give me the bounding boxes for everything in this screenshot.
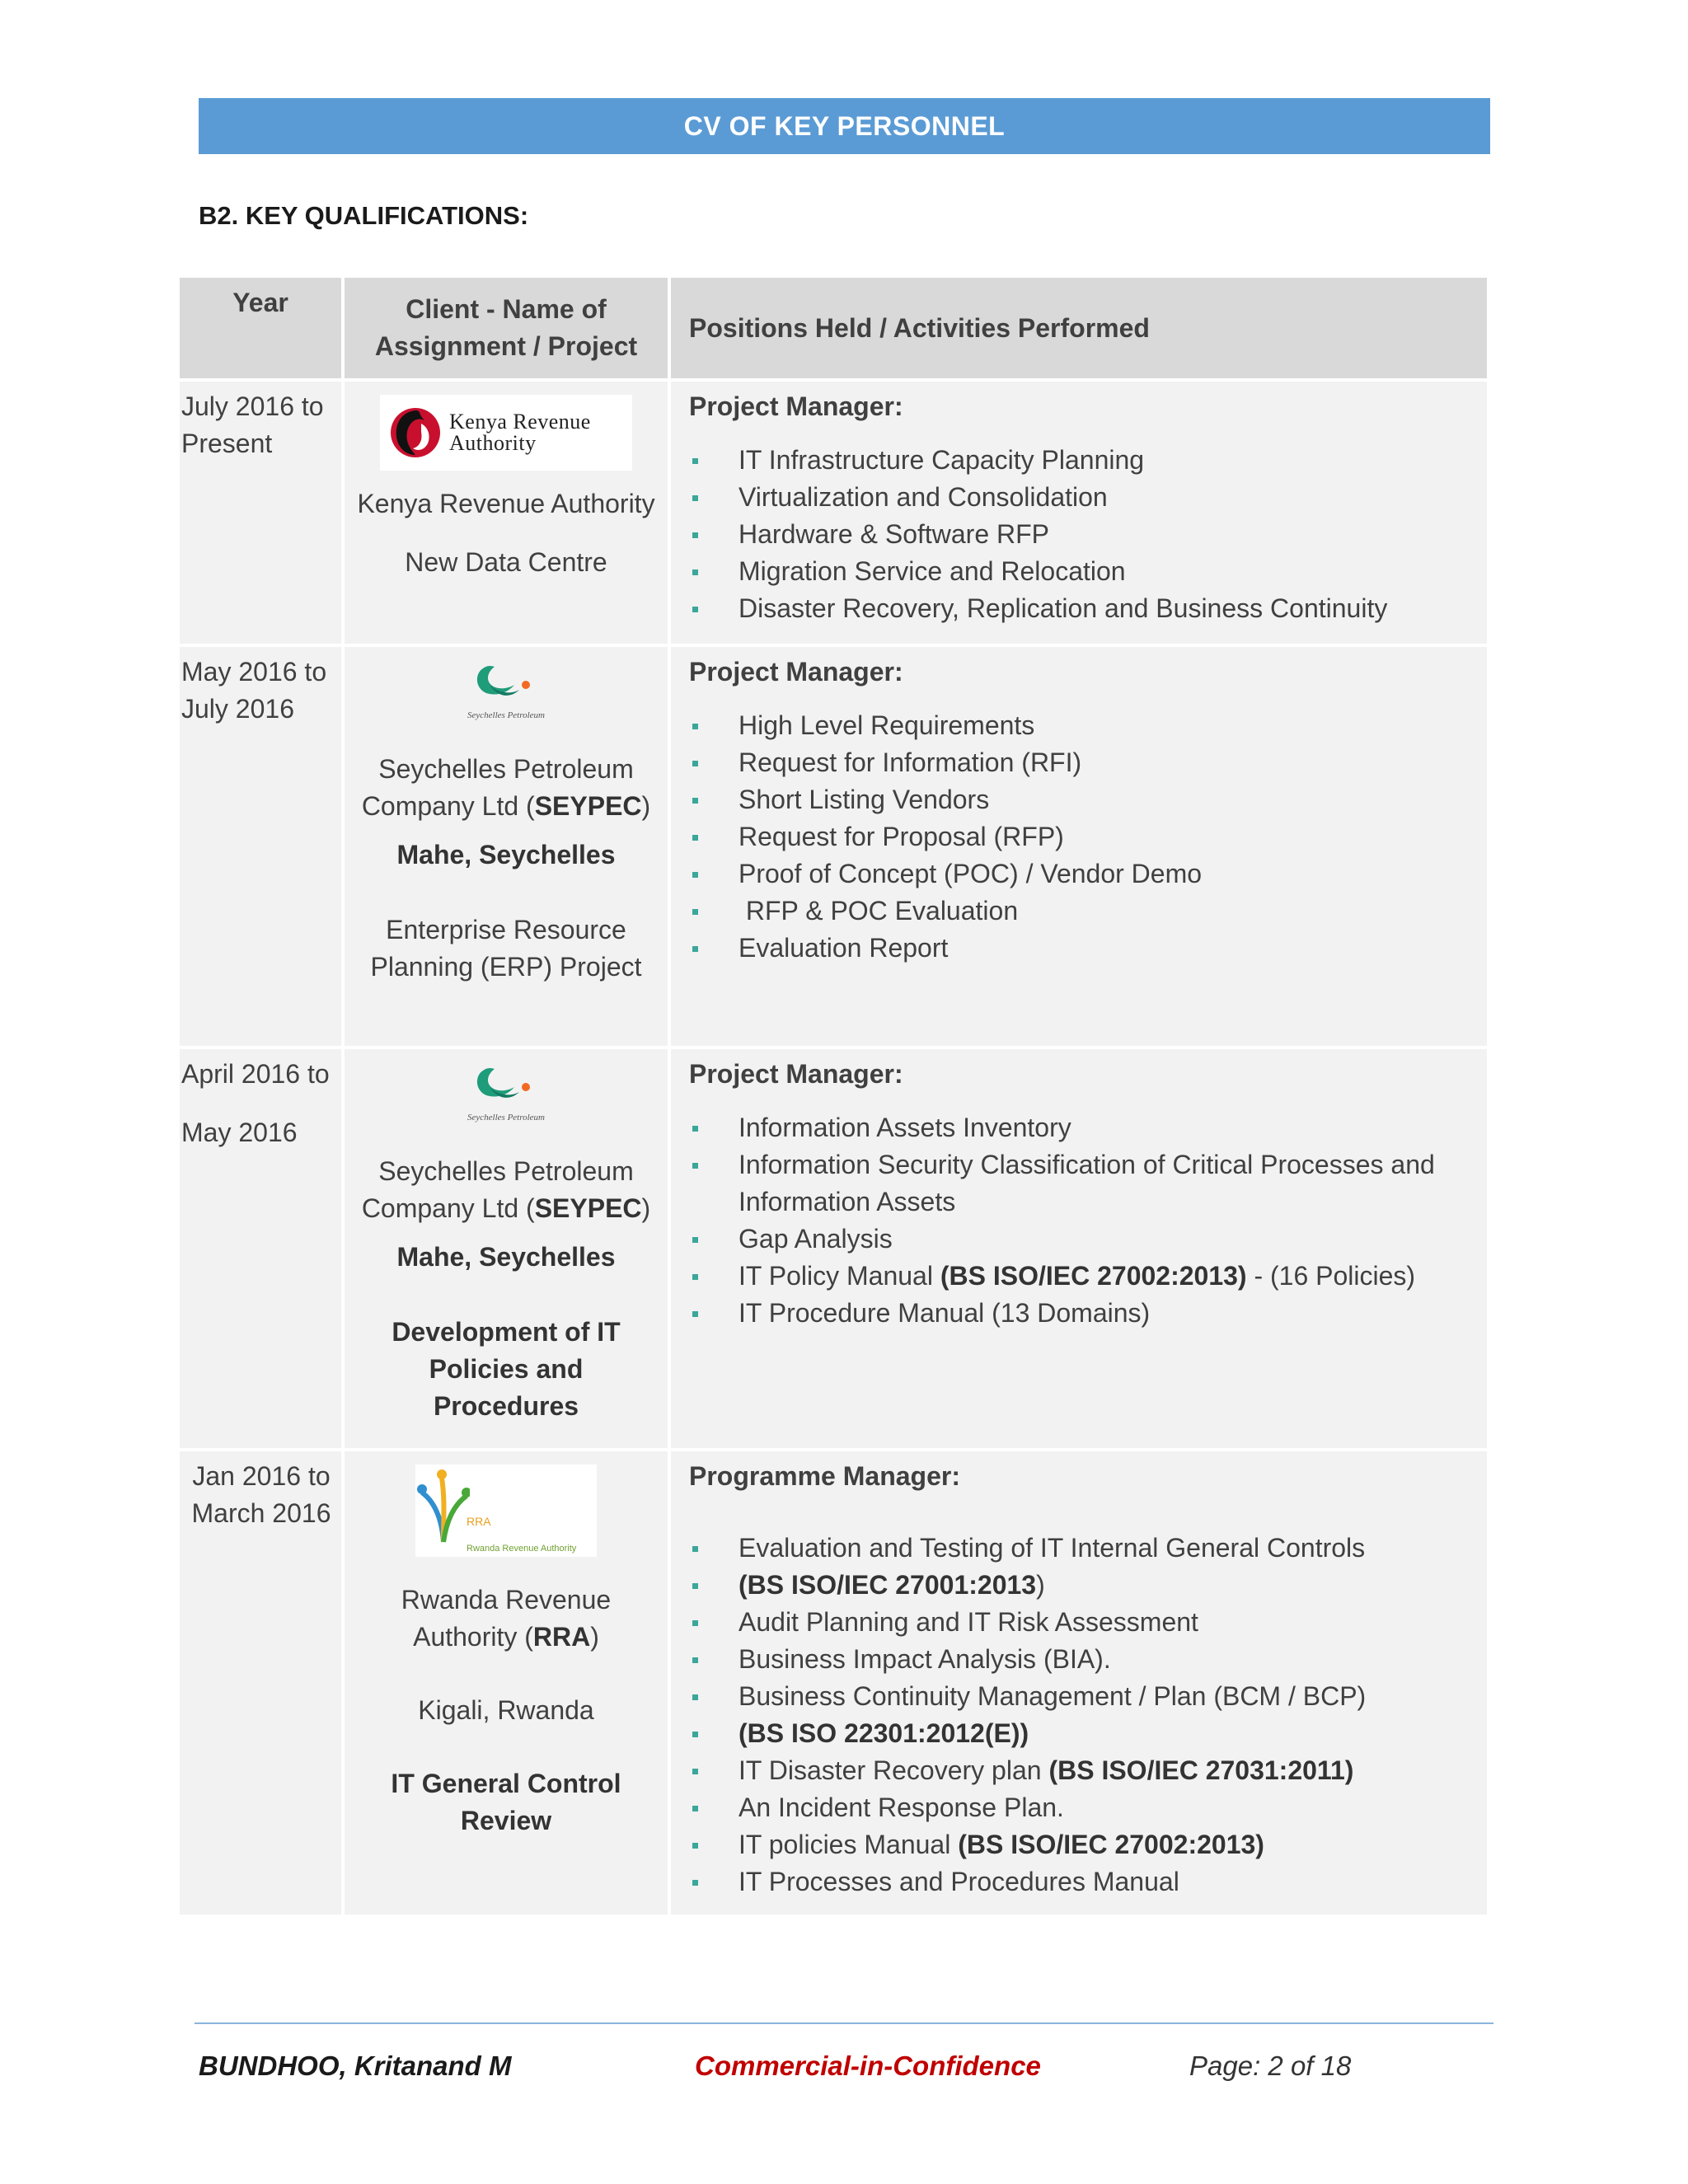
list-item: Migration Service and Relocation: [689, 553, 1479, 590]
list-item: Short Listing Vendors: [689, 781, 1479, 818]
activity-list: [689, 1109, 1479, 1332]
table-row: [180, 647, 1487, 1046]
rra-fountain-logo: [415, 1465, 597, 1557]
header-positions: Positions Held / Activities Performed: [671, 278, 1487, 378]
list-item: (BS ISO/IEC 27001:2013): [689, 1567, 1479, 1604]
list-item: Virtualization and Consolidation: [689, 479, 1479, 516]
header-client: Client - Name of Assignment / Project: [345, 278, 668, 378]
footer-author: BUNDHOO, Kritanand M: [199, 2050, 512, 2081]
client-location: Mahe, Seychelles: [396, 840, 616, 869]
table-row: [180, 382, 1487, 644]
seypec-logo-text: Seychelles Petroleum: [467, 1113, 545, 1122]
project-name: IT General Control Review: [391, 1769, 621, 1835]
qualifications-table: [176, 274, 1490, 1918]
client-location: Kigali, Rwanda: [418, 1695, 594, 1725]
project-name: Enterprise Resource Planning (ERP) Project: [370, 915, 642, 982]
list-item: Request for Information (RFI): [689, 744, 1479, 781]
activity-list: [689, 442, 1479, 627]
footer-page-number: Page: 2 of 18: [1189, 2050, 1352, 2081]
list-item: Information Security Classification of Critical Processes and Information Assets: [689, 1146, 1479, 1221]
row-positions: [671, 1049, 1487, 1448]
row-year: April 2016 to May 2016: [180, 1049, 341, 1448]
list-item: Disaster Recovery, Replication and Business Continuity: [689, 590, 1479, 627]
role-title: Project Manager:: [689, 391, 903, 421]
list-item: IT Processes and Procedures Manual: [689, 1863, 1479, 1900]
list-item: IT Infrastructure Capacity Planning: [689, 442, 1479, 479]
row-client: [345, 382, 668, 644]
row-positions: [671, 647, 1487, 1046]
role-title: Project Manager:: [689, 657, 903, 687]
seypec-logo: [465, 660, 547, 736]
list-item: Request for Proposal (RFP): [689, 818, 1479, 855]
seypec-bird-icon: [465, 660, 547, 711]
list-item: IT Policy Manual (BS ISO/IEC 27002:2013) - (16 Policies): [689, 1258, 1479, 1295]
list-item: RFP & POC Evaluation: [689, 893, 1479, 930]
list-item: Information Assets Inventory: [689, 1109, 1479, 1146]
footer-confidentiality: Commercial-in-Confidence: [695, 2050, 1041, 2081]
list-item: Evaluation Report: [689, 930, 1479, 967]
list-item: Audit Planning and IT Risk Assessment: [689, 1604, 1479, 1641]
role-title: Programme Manager:: [689, 1461, 960, 1491]
list-item: Business Continuity Management / Plan (BCM / BCP): [689, 1678, 1479, 1715]
cv-banner: CV OF KEY PERSONNEL: [199, 98, 1490, 154]
list-item: IT Disaster Recovery plan (BS ISO/IEC 27031:2011): [689, 1752, 1479, 1789]
list-item: Evaluation and Testing of IT Internal General Controls: [689, 1530, 1479, 1567]
kra-lion-logo: [380, 395, 632, 471]
rra-logo-subtext: Rwanda Revenue Authority: [467, 1544, 577, 1554]
row-year: July 2016 to Present: [180, 382, 341, 644]
row-client: [345, 1049, 668, 1448]
list-item: Business Impact Analysis (BIA).: [689, 1641, 1479, 1678]
lion-icon: [388, 405, 443, 460]
role-title: Project Manager:: [689, 1059, 903, 1089]
project-name: Development of IT Policies and Procedures: [392, 1317, 621, 1421]
seypec-logo-text: Seychelles Petroleum: [467, 710, 545, 720]
client-name: Seychelles Petroleum Company Ltd (SEYPEC): [361, 1156, 651, 1223]
client-location: Mahe, Seychelles: [396, 1242, 616, 1272]
list-item: An Incident Response Plan.: [689, 1789, 1479, 1826]
client-name: Rwanda Revenue Authority (RRA): [401, 1585, 612, 1652]
section-title: B2. KEY QUALIFICATIONS:: [199, 201, 529, 230]
list-item: Hardware & Software RFP: [689, 516, 1479, 553]
rra-logo-text: RRA: [467, 1515, 491, 1528]
list-item: IT policies Manual (BS ISO/IEC 27002:2013): [689, 1826, 1479, 1863]
kra-logo-text: Kenya Revenue Authority: [449, 410, 591, 455]
list-item: IT Procedure Manual (13 Domains): [689, 1295, 1479, 1332]
footer-divider: [195, 2022, 1493, 2024]
row-client: [345, 1451, 668, 1915]
table-header-row: [180, 278, 1487, 378]
row-client: [345, 647, 668, 1046]
header-year: Year: [180, 278, 341, 378]
seypec-bird-icon: [465, 1062, 547, 1113]
project-name: New Data Centre: [405, 547, 607, 577]
client-name: Seychelles Petroleum Company Ltd (SEYPEC): [361, 754, 651, 821]
list-item: Gap Analysis: [689, 1221, 1479, 1258]
row-positions: [671, 1451, 1487, 1915]
seypec-logo: [465, 1062, 547, 1138]
table-row: [180, 1451, 1487, 1915]
fountain-icon: [417, 1468, 470, 1550]
list-item: Proof of Concept (POC) / Vendor Demo: [689, 855, 1479, 893]
activity-list: [689, 1530, 1479, 1900]
row-year: May 2016 to July 2016: [180, 647, 341, 1046]
row-year: Jan 2016 to March 2016: [180, 1451, 341, 1915]
list-item: High Level Requirements: [689, 707, 1479, 744]
table-row: [180, 1049, 1487, 1448]
client-name: Kenya Revenue Authority: [357, 489, 655, 518]
row-positions: [671, 382, 1487, 644]
list-item: (BS ISO 22301:2012(E)): [689, 1715, 1479, 1752]
activity-list: [689, 707, 1479, 967]
